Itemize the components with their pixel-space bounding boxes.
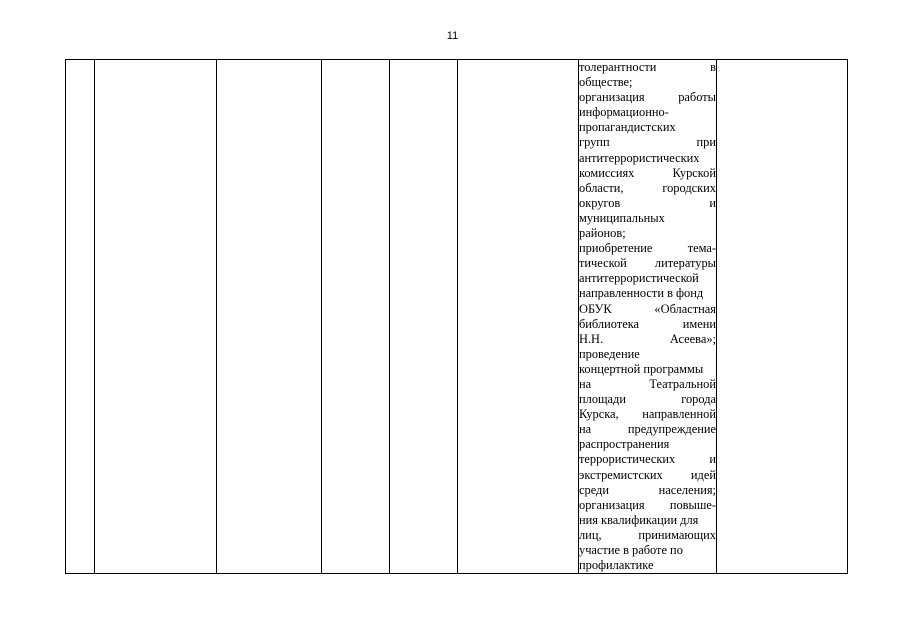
document-table	[65, 59, 848, 574]
text-line	[579, 256, 716, 271]
text-word: направленности в фонд	[579, 286, 704, 301]
text-word: направленной	[642, 407, 716, 422]
text-word: предупреждение	[627, 422, 716, 437]
text-word: области,	[579, 180, 624, 195]
text-word: городских	[662, 180, 716, 195]
text-word: Курска,	[579, 407, 619, 422]
text-line	[579, 105, 716, 120]
table-cell-col-3	[217, 60, 322, 574]
text-word: пропагандистских	[579, 120, 676, 135]
text-word: в	[710, 60, 716, 74]
text-line	[579, 90, 716, 105]
text-word: лиц,	[579, 527, 602, 542]
text-word: повыше-	[669, 497, 716, 512]
text-word: работы	[678, 90, 716, 105]
text-line	[579, 151, 716, 166]
text-word: на	[579, 422, 592, 437]
text-line	[579, 302, 716, 317]
text-word: концертной программы	[579, 361, 704, 376]
text-word: Курской	[672, 165, 716, 180]
text-word: муниципальных	[579, 210, 665, 225]
text-word: «Областная	[654, 301, 716, 316]
text-line	[579, 498, 716, 513]
text-line	[579, 75, 716, 90]
text-line	[579, 362, 716, 377]
text-word: Асеева»;	[669, 331, 716, 346]
text-word: комиссиях	[579, 165, 635, 180]
text-line	[579, 558, 716, 573]
table-cell-col-8	[717, 60, 848, 574]
text-line	[579, 483, 716, 498]
text-word: районов;	[579, 226, 626, 241]
text-word: распространения	[579, 437, 670, 452]
text-word: площади	[579, 392, 626, 407]
text-line	[579, 196, 716, 211]
text-line	[579, 135, 716, 150]
text-word: и	[709, 195, 716, 210]
table-cell-col-2	[95, 60, 217, 574]
text-word: идей	[690, 467, 716, 482]
text-word: литературы	[654, 256, 716, 271]
text-line	[579, 286, 716, 301]
text-word: террористических	[579, 452, 676, 467]
text-word: среди	[579, 482, 609, 497]
text-line	[579, 211, 716, 226]
text-word: округов	[579, 195, 621, 210]
text-word: на	[579, 376, 592, 391]
text-word: антитеррористических	[579, 150, 700, 165]
text-word: имени	[682, 316, 716, 331]
text-line	[579, 437, 716, 452]
text-word: экстремистских	[579, 467, 663, 482]
text-line	[579, 543, 716, 558]
table-cell-col-6	[458, 60, 579, 574]
text-word: при	[696, 135, 716, 150]
text-word: тической	[579, 256, 627, 271]
table-cell-col-4	[322, 60, 390, 574]
text-line	[579, 226, 716, 241]
text-word: профилактике	[579, 558, 654, 573]
text-word: Театральной	[649, 376, 716, 391]
text-line	[579, 120, 716, 135]
text-word: города	[681, 392, 716, 407]
text-word: приобретение	[579, 241, 653, 256]
text-word: тема-	[687, 241, 716, 256]
text-word: и	[709, 452, 716, 467]
text-word: населения;	[658, 482, 716, 497]
text-word: библиотека	[579, 316, 640, 331]
text-word: ОБУК	[579, 301, 612, 316]
text-word: антитеррористической	[579, 271, 699, 286]
text-line	[579, 166, 716, 181]
text-line	[579, 377, 716, 392]
text-line	[579, 468, 716, 483]
table-row	[66, 60, 848, 574]
text-line	[579, 392, 716, 407]
text-line	[579, 528, 716, 543]
text-line	[579, 513, 716, 528]
text-word: организация	[579, 497, 645, 512]
table-cell-measures-text	[579, 60, 717, 574]
text-word: обществе;	[579, 75, 633, 90]
text-word: групп	[579, 135, 610, 150]
text-line	[579, 317, 716, 332]
text-line	[579, 407, 716, 422]
text-word: участие в работе по	[579, 543, 683, 557]
text-line	[579, 452, 716, 467]
text-line	[579, 181, 716, 196]
text-word: организация	[579, 90, 645, 105]
table-cell-col-5	[390, 60, 458, 574]
text-line	[579, 241, 716, 256]
text-word: принимающих	[638, 527, 716, 542]
text-line	[579, 271, 716, 286]
text-word: Н.Н.	[579, 331, 604, 346]
page-number: 11	[446, 30, 459, 42]
text-word: толерантности	[579, 60, 657, 74]
text-line	[579, 60, 716, 75]
text-line	[579, 422, 716, 437]
text-word: проведение	[579, 346, 640, 361]
text-line	[579, 332, 716, 347]
text-word: информационно-	[579, 105, 669, 120]
table-cell-col-1	[66, 60, 95, 574]
text-line	[579, 347, 716, 362]
text-word: ния квалификации для	[579, 512, 699, 527]
